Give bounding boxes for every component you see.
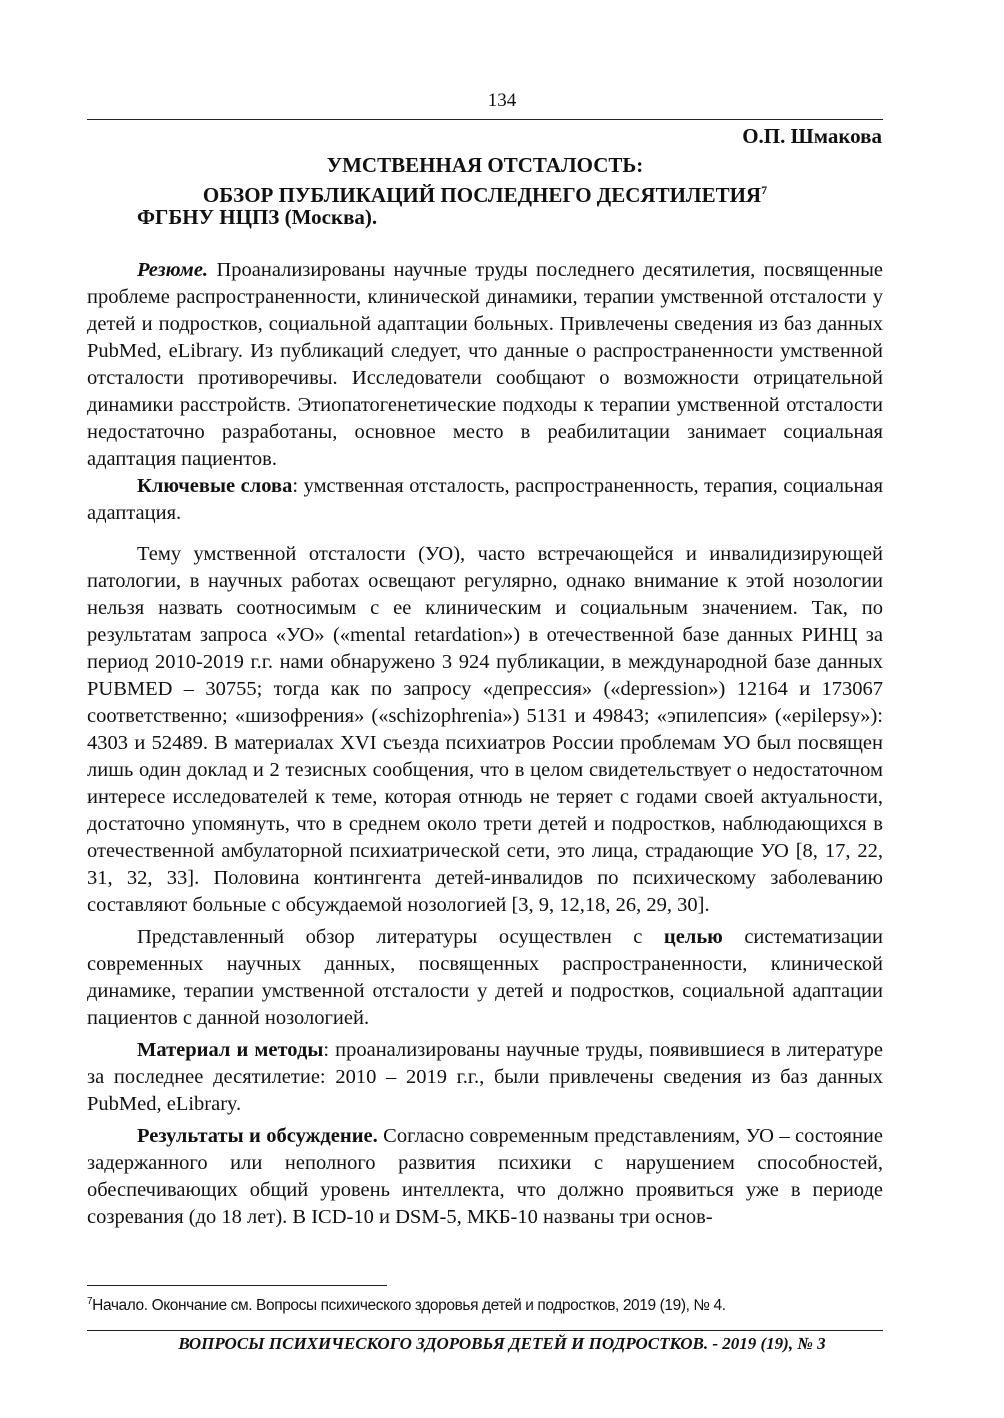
goal-text-after: систематизации современных научных данных, посвященных распространенности, клинической динамике, терапии умственной отсталости у детей и подростков, социальной адаптации пациентов с данной нозологией. xyxy=(87,926,883,1029)
footer-divider xyxy=(87,1330,883,1331)
page-number: 134 xyxy=(487,90,517,111)
keywords-label: Ключевые слова xyxy=(137,475,293,497)
goal-paragraph xyxy=(87,924,883,1032)
article-author: О.П. Шмакова xyxy=(742,124,882,148)
results-text: Согласно современным представлениям, УО – состояние задержанного или неполного развития психики с нарушением способностей, обеспечивающих общий уровень интеллекта, что должно проявиться уже в периоде созревания (до 18 лет). В ICD-10 и DSM-5, МКБ-10 названы три основ- xyxy=(87,1125,883,1228)
footnote xyxy=(87,1297,883,1315)
abstract-text: Проанализированы научные труды последнего десятилетия, посвященные проблеме распространенности, клинической динамики, терапии умственной отсталости у детей и подростков, социальной адаптации больных. Привлечены сведения из баз данных PubMed, eLibrary. Из публикаций следует, что данные о распространенности умственной отсталости противоречивы. Исследователи сообщают о возможности отрицательной динамики расстройств. Этиопатогенетические подходы к терапии умственной отсталости недостаточно разработаны, основное место в реабилитации занимает социальная адаптация пациентов. xyxy=(87,259,883,470)
footnote-divider xyxy=(87,1285,387,1286)
intro-paragraph: Тему умственной отсталости (УО), часто встречающейся и инвалидизирующей патологии, в научных работах освещают регулярно, однако внимание к этой нозологии нельзя назвать соотносимым с ее клиническим и социальным значением. Так, по результатам запроса «УО» («mental retardation») в отечественной базе данных РИНЦ за период 2010-2019 г.г. нами обнаружено 3 924 публикации, в международной базе данных PUBMED – 30755; тогда как по запросу «депрессия» («depression») 12164 и 173067 соответственно; «шизофрения» («schizophrenia») 5131 и 49843; «эпилепсия» («epilepsy»): 4303 и 52489. В материалах XVI съезда психиатров России проблемам УО был посвящен лишь один доклад и 2 тезисных сообщения, что в целом свидетельствует о недостаточном интересе исследователей к теме, которая отнюдь не теряет с годами своей актуальности, достаточно упомянуть, что в среднем около трети детей и подростков, наблюдающихся в отечественной амбулаторной психиатрической сети, это лица, страдающие УО [8, 17, 22, 31, 32, 33]. Половина контингента детей-инвалидов по психическому заболеванию составляют больные с обсуждаемой нозологией [3, 9, 12,18, 26, 29, 30]. xyxy=(87,543,883,916)
article-title xyxy=(87,150,883,210)
header-divider xyxy=(87,119,883,120)
journal-footer: ВОПРОСЫ ПСИХИЧЕСКОГО ЗДОРОВЬЯ ДЕТЕЙ И ПОДРОСТКОВ. - 2019 (19), № 3 xyxy=(178,1334,826,1353)
abstract-paragraph xyxy=(87,257,883,473)
article-body xyxy=(87,541,883,1236)
footnote-text: Начало. Окончание см. Вопросы психического здоровья детей и подростков, 2019 (19), № 4. xyxy=(92,1297,726,1314)
methods-paragraph xyxy=(87,1037,883,1118)
keywords-text: : умственная отсталость, распространенность, терапия, социальная адаптация. xyxy=(87,475,883,524)
goal-emphasis: целью xyxy=(663,926,723,948)
results-label: Результаты и обсуждение. xyxy=(137,1125,378,1147)
results-paragraph xyxy=(87,1123,883,1231)
abstract-section xyxy=(87,257,883,527)
methods-label: Материал и методы xyxy=(137,1039,324,1061)
title-line-2-text: ОБЗОР ПУБЛИКАЦИЙ ПОСЛЕДНЕГО ДЕСЯТИЛЕТИЯ xyxy=(202,183,762,207)
article-affiliation: ФГБНУ НЦПЗ (Москва). xyxy=(137,205,378,229)
goal-text-before: Представленный обзор литературы осуществлен с xyxy=(137,926,664,948)
title-line-1: УМСТВЕННАЯ ОТСТАЛОСТЬ: xyxy=(326,153,644,177)
footnote-mark: 7 xyxy=(87,1295,93,1307)
keywords-paragraph xyxy=(87,473,883,527)
title-footnote-mark: 7 xyxy=(761,183,768,197)
methods-text: : проанализированы научные труды, появившиеся в литературе за последнее десятилетие: 2010 – 2019 г.г., были привлечены сведения из баз данных PubMed, eLibrary. xyxy=(87,1039,883,1115)
abstract-label: Резюме. xyxy=(137,259,209,281)
